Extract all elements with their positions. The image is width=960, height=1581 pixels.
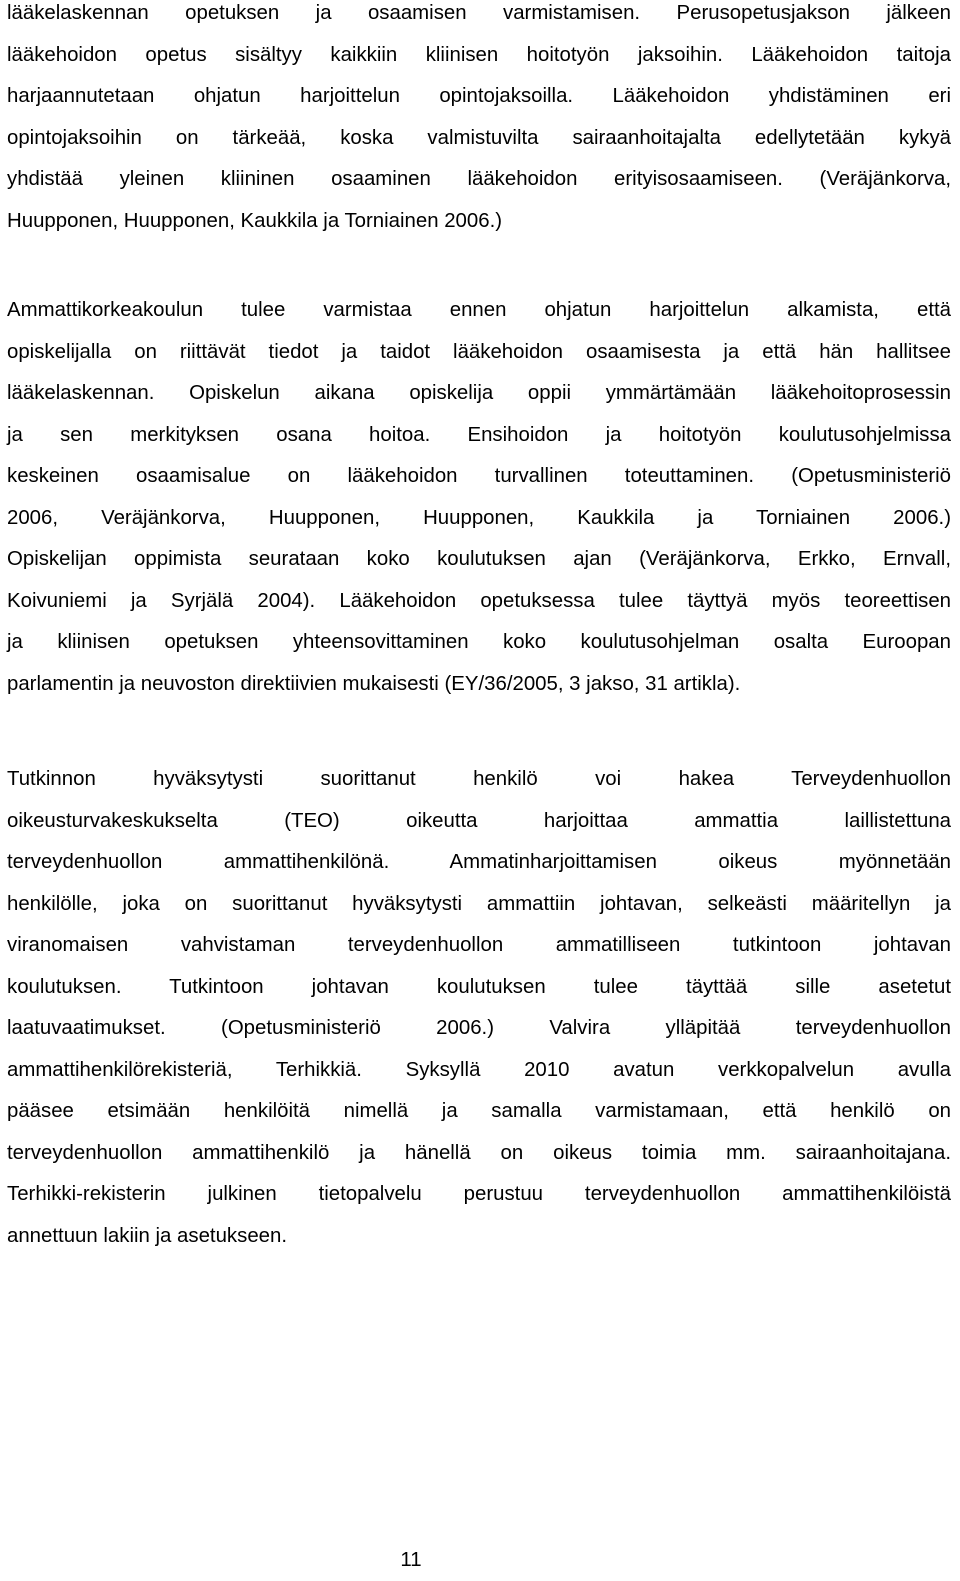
text-line: terveydenhuollon ammattihenkilö ja hänellä on oikeus toimia mm. sairaanhoitajana. <box>7 1141 951 1164</box>
text-line: Tutkinnon hyväksytysti suorittanut henkilö voi hakea Terveydenhuollon <box>7 768 951 790</box>
text-line: Koivuniemi ja Syrjälä 2004). Lääkehoidon opetuksessa tulee täyttyä myös teoreettisen <box>7 589 951 612</box>
text-line: Terhikki-rekisterin julkinen tietopalvelu perustuu terveydenhuollon ammattihenkilöistä <box>7 1183 951 1205</box>
text-line: annettuun lakiin ja asetukseen. <box>7 1224 288 1247</box>
text-line: viranomaisen vahvistaman terveydenhuollon ammatilliseen tutkintoon johtavan <box>7 934 951 956</box>
text-line: ammattihenkilörekisteriä, Terhikkiä. Syksyllä 2010 avatun verkkopalvelun avulla <box>7 1058 951 1081</box>
text-line: Huupponen, Huupponen, Kaukkila ja Torniainen 2006.) <box>7 209 503 232</box>
text-line: laatuvaatimukset. (Opetusministeriö 2006.) Valvira ylläpitää terveydenhuollon <box>7 1017 951 1039</box>
text-line: 2006, Veräjänkorva, Huupponen, Huupponen, Kaukkila ja Torniainen 2006.) <box>7 506 951 529</box>
text-line: yhdistää yleinen kliininen osaaminen lääkehoidon erityisosaamiseen. (Veräjänkorva, <box>7 168 951 190</box>
paragraph-2 <box>7 290 951 705</box>
text-line: opiskelijalla on riittävät tiedot ja taidot lääkehoidon osaamisesta ja että hän hallitsee <box>7 340 951 363</box>
text-line: lääkelaskennan opetuksen ja osaamisen varmistamisen. Perusopetusjakson jälkeen <box>7 2 951 24</box>
paragraph-3 <box>7 759 951 1257</box>
text-line: koulutuksen. Tutkintoon johtavan koulutuksen tulee täyttää sille asetetut <box>7 975 951 998</box>
text-line: opintojaksoihin on tärkeää, koska valmistuvilta sairaanhoitajalta edellytetään kykyä <box>7 126 951 149</box>
paragraph-1 <box>7 0 951 242</box>
text-line: parlamentin ja neuvoston direktiivien mukaisesti (EY/36/2005, 3 jakso, 31 artikla). <box>7 672 741 695</box>
text-line: ja sen merkityksen osana hoitoa. Ensihoidon ja hoitotyön koulutusohjelmissa <box>7 423 951 446</box>
text-line: Opiskelijan oppimista seurataan koko koulutuksen ajan (Veräjänkorva, Erkko, Ernvall, <box>7 548 951 570</box>
text-line: keskeinen osaamisalue on lääkehoidon turvallinen toteuttaminen. (Opetusministeriö <box>7 465 951 487</box>
text-line: Ammattikorkeakoulun tulee varmistaa ennen ohjatun harjoittelun alkamista, että <box>7 299 951 321</box>
text-line: terveydenhuollon ammattihenkilönä. Ammatinharjoittamisen oikeus myönnetään <box>7 851 951 873</box>
text-line: henkilölle, joka on suorittanut hyväksytysti ammattiin johtavan, selkeästi määritellyn ja <box>7 892 951 915</box>
text-line: lääkehoidon opetus sisältyy kaikkiin kliinisen hoitotyön jaksoihin. Lääkehoidon taitoja <box>7 43 951 66</box>
text-line: pääsee etsimään henkilöitä nimellä ja samalla varmistamaan, että henkilö on <box>7 1100 951 1122</box>
text-line: harjaannutetaan ohjatun harjoittelun opintojaksoilla. Lääkehoidon yhdistäminen eri <box>7 85 951 107</box>
text-line: ja kliinisen opetuksen yhteensovittaminen koko koulutusohjelman osalta Euroopan <box>7 631 951 653</box>
text-line: oikeusturvakeskukselta (TEO) oikeutta harjoittaa ammattia laillistettuna <box>7 809 951 832</box>
text-line: lääkelaskennan. Opiskelun aikana opiskelija oppii ymmärtämään lääkehoitoprosessin <box>7 382 951 404</box>
page-number: 11 <box>400 1549 422 1571</box>
